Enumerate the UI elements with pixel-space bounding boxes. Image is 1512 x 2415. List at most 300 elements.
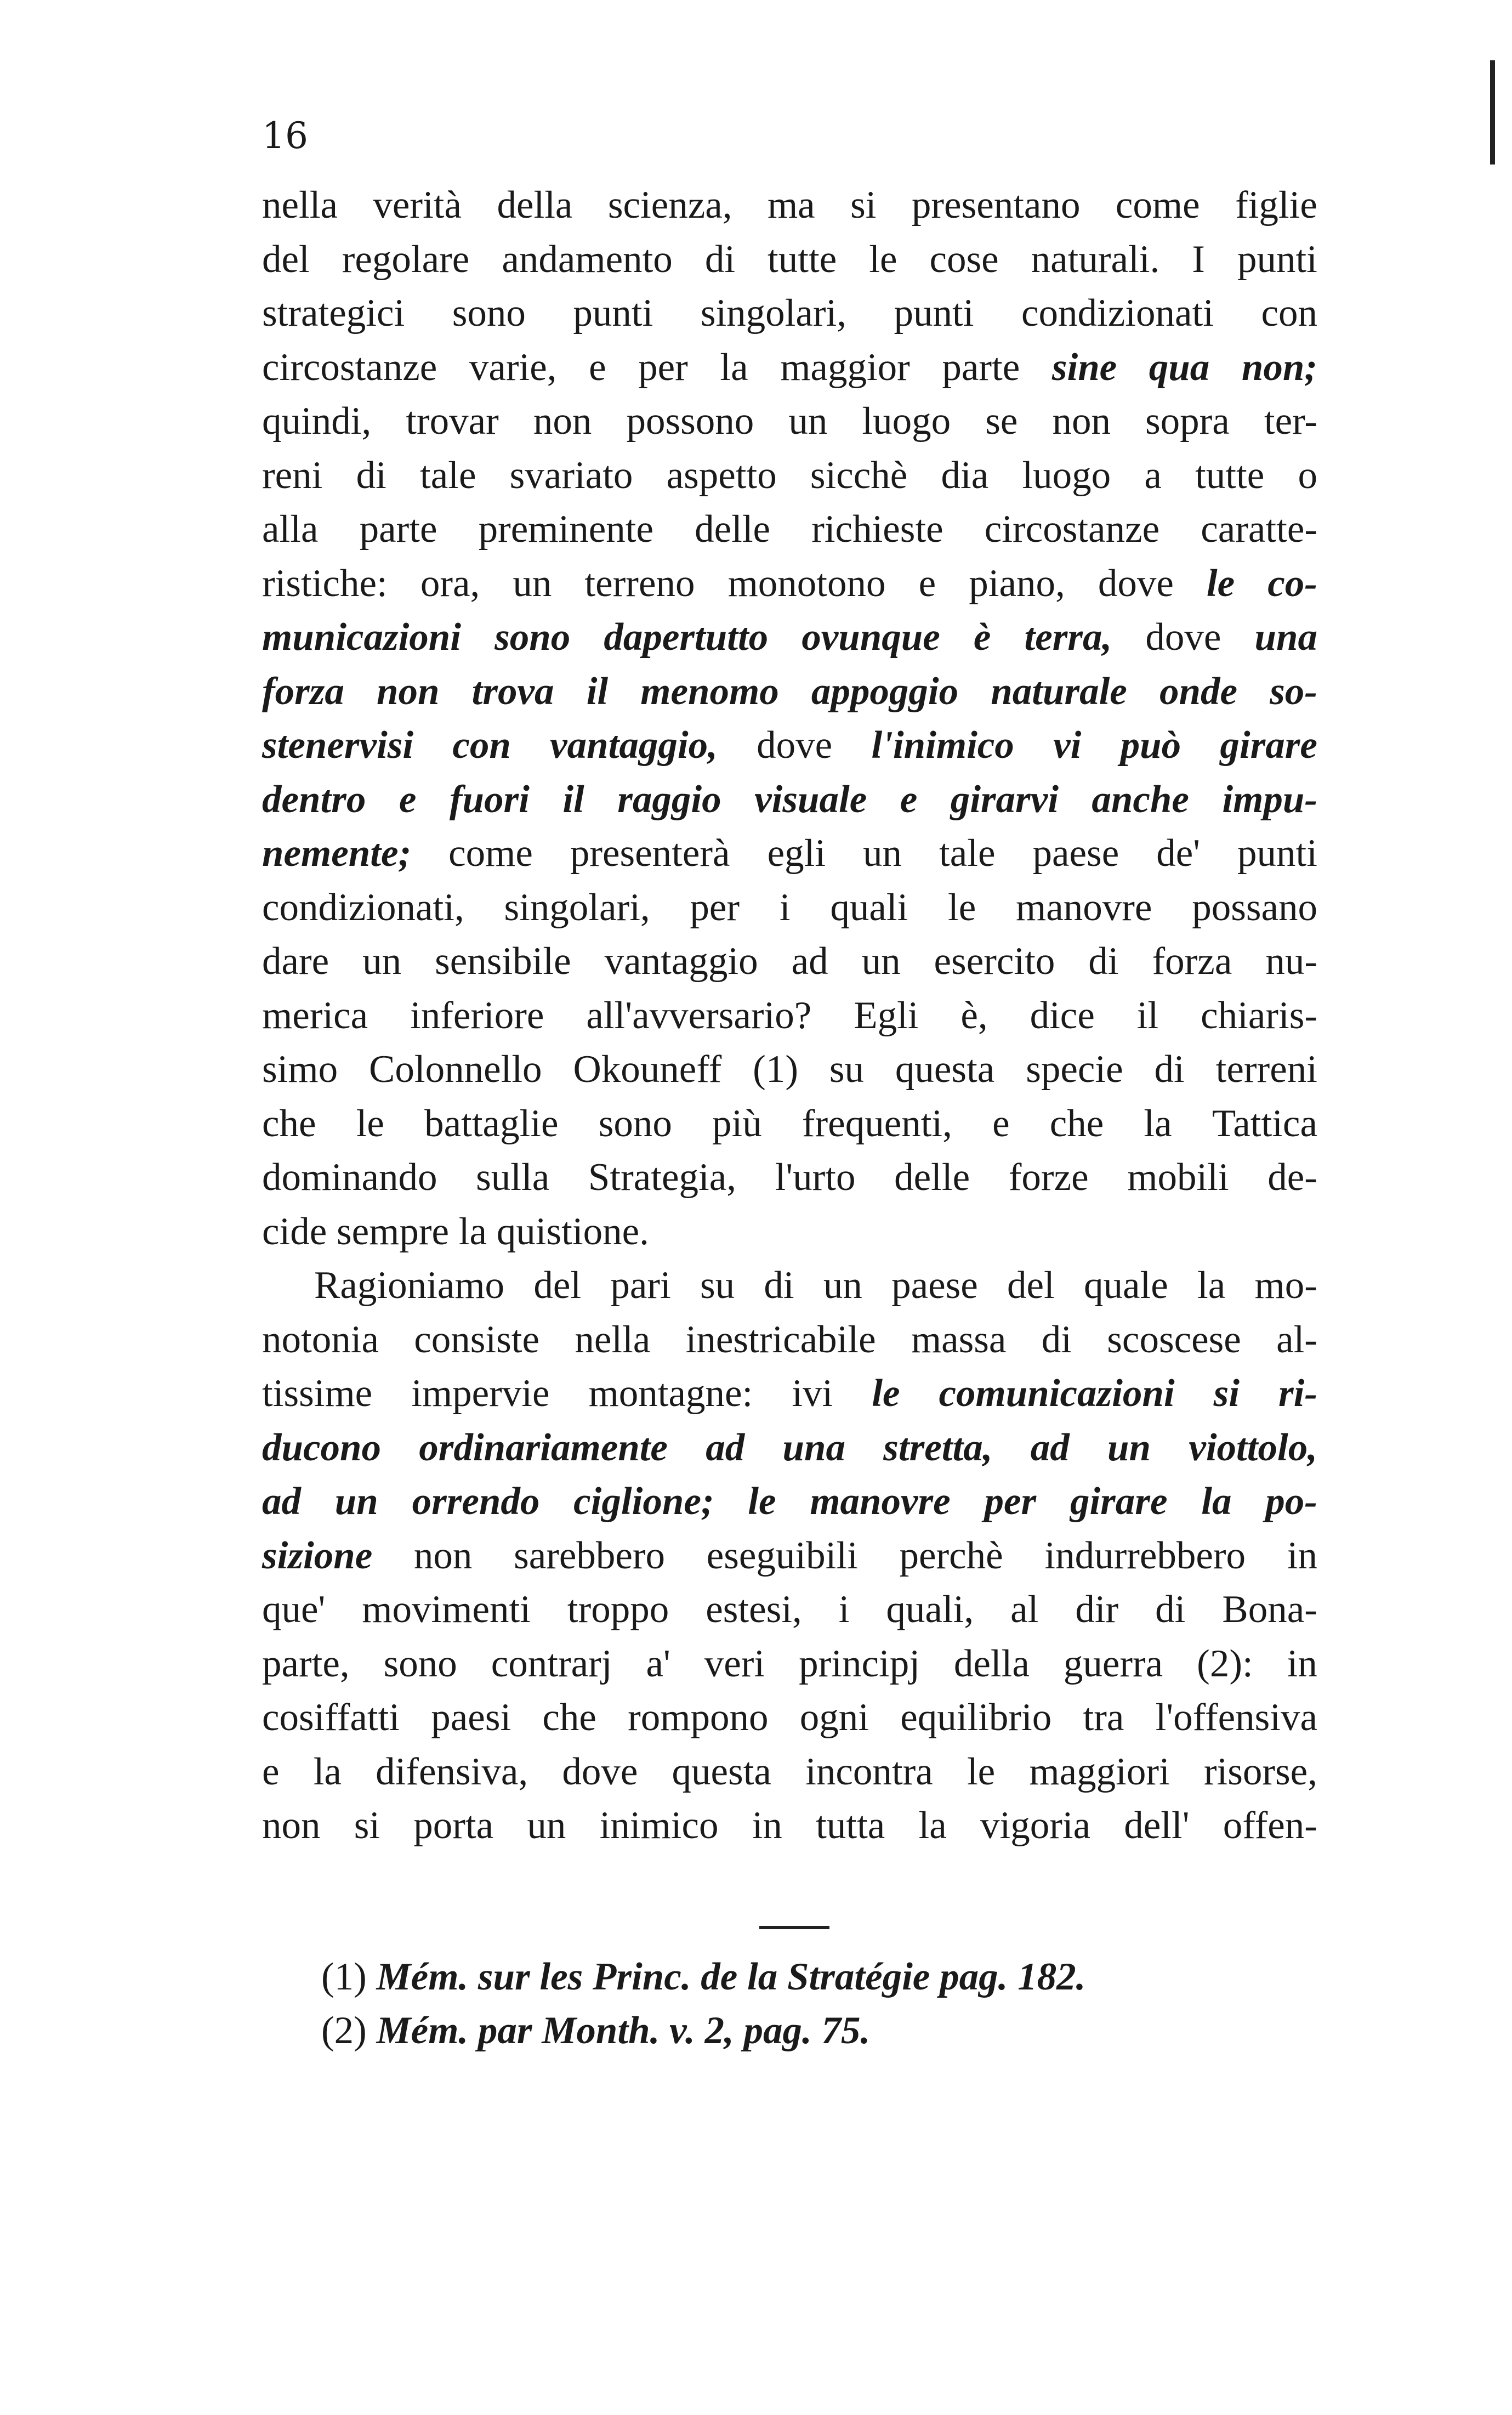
word: tale — [420, 453, 476, 497]
word: egli — [767, 832, 826, 875]
word: naturale — [991, 670, 1127, 713]
text-line — [262, 1258, 1317, 1313]
word: specie — [1026, 1048, 1123, 1091]
word: orrendo — [412, 1480, 540, 1523]
word: troppo — [567, 1588, 669, 1631]
word: (1) — [753, 1048, 798, 1091]
word: Okouneff — [573, 1048, 722, 1091]
text-line — [262, 1691, 1317, 1745]
footnote-2 — [321, 2004, 1319, 2057]
word: si — [1213, 1372, 1240, 1415]
text-line — [262, 1150, 1317, 1205]
word: e — [918, 562, 936, 605]
word: e — [262, 1750, 280, 1793]
word: una — [1254, 616, 1317, 659]
word: non — [377, 670, 440, 713]
word: al — [1010, 1588, 1039, 1631]
word: guerra — [1063, 1642, 1163, 1685]
word: ad — [1030, 1426, 1070, 1469]
word: sarebbero — [514, 1534, 666, 1577]
word: comunicazioni — [939, 1372, 1175, 1415]
word: sempre — [337, 1210, 459, 1253]
word: punti — [573, 292, 653, 335]
word: tale — [939, 832, 996, 875]
word: come — [1115, 184, 1200, 226]
word: che — [262, 1102, 316, 1145]
word: onde — [1159, 670, 1237, 713]
text-line — [262, 934, 1317, 989]
word: sine — [1051, 345, 1117, 389]
word: un — [513, 562, 552, 605]
word: di — [1041, 1318, 1072, 1361]
word: con — [1261, 292, 1317, 335]
word: punti — [1237, 237, 1317, 281]
word: e — [399, 778, 417, 821]
word: anche — [1092, 778, 1189, 821]
word: un — [527, 1804, 566, 1847]
word: consiste — [414, 1318, 540, 1361]
word: veri — [704, 1642, 765, 1685]
text-line — [262, 1313, 1317, 1367]
word: sopra — [1145, 400, 1230, 443]
word: può — [1120, 724, 1181, 767]
word: una — [782, 1426, 845, 1469]
text-line — [262, 773, 1317, 827]
word: la — [458, 1210, 497, 1253]
word: le — [748, 1480, 776, 1523]
text-line — [262, 718, 1317, 773]
word: la — [918, 1804, 947, 1847]
word: di — [704, 237, 736, 281]
word: viottolo, — [1189, 1426, 1317, 1469]
text-line — [262, 1421, 1317, 1475]
word: possano — [1192, 886, 1317, 929]
text-line — [262, 665, 1317, 719]
word: preminente — [478, 508, 653, 551]
word: terreno — [584, 562, 695, 605]
word: impervie — [411, 1372, 550, 1415]
text-line — [262, 826, 1317, 881]
word: delle — [894, 1156, 970, 1199]
word: visuale — [754, 778, 867, 821]
word: figlie — [1235, 184, 1317, 226]
word: la — [313, 1750, 342, 1793]
word: e — [589, 345, 606, 389]
word: scoscese — [1107, 1318, 1241, 1361]
word: più — [712, 1102, 762, 1145]
word: è — [973, 616, 991, 659]
word: vantaggio — [604, 940, 758, 983]
word: maggior — [780, 345, 910, 389]
word: luogo — [1022, 453, 1111, 497]
word: la — [1144, 1102, 1172, 1145]
word: le — [1206, 562, 1235, 605]
word: in — [1287, 1534, 1317, 1577]
word: merica — [262, 994, 368, 1037]
word: dare — [262, 940, 329, 983]
word: cose — [929, 237, 999, 281]
word: i — [779, 886, 791, 929]
word: ovunque — [802, 616, 940, 659]
text-line — [262, 1583, 1317, 1637]
word: se — [985, 400, 1018, 443]
word: dia — [941, 453, 989, 497]
word: verità — [373, 184, 462, 226]
word: cosiffatti — [262, 1696, 400, 1739]
word: sulla — [476, 1156, 550, 1199]
word: Strategia, — [588, 1156, 736, 1199]
word: ad — [262, 1480, 301, 1523]
word: tutte — [1195, 453, 1265, 497]
word: del — [1007, 1264, 1055, 1307]
word: girare — [1070, 1480, 1168, 1523]
word: so- — [1270, 670, 1317, 713]
text-line — [262, 233, 1317, 287]
word: de' — [1156, 832, 1201, 875]
page-edge-mark — [1490, 60, 1495, 165]
word: eseguibili — [706, 1534, 858, 1577]
word: offen- — [1223, 1804, 1317, 1847]
word: sizione — [262, 1534, 373, 1577]
word: presentano — [911, 184, 1081, 226]
word: o — [1298, 453, 1317, 497]
word: non — [262, 1804, 321, 1847]
word: Colonnello — [369, 1048, 542, 1091]
word: trovar — [406, 400, 499, 443]
word: si — [354, 1804, 380, 1847]
word: il — [562, 778, 584, 821]
word: risorse, — [1203, 1750, 1317, 1793]
word: richieste — [811, 508, 943, 551]
word: impu- — [1222, 778, 1317, 821]
text-line — [262, 1042, 1317, 1097]
word: un — [1107, 1426, 1151, 1469]
word: questa — [895, 1048, 995, 1091]
word: montagne: — [588, 1372, 753, 1415]
word: quale — [1084, 1264, 1168, 1307]
word: inimico — [599, 1804, 719, 1847]
word: qua — [1149, 345, 1210, 389]
word: paesi — [431, 1696, 511, 1739]
word: non; — [1241, 345, 1317, 389]
word: contrarj — [491, 1642, 612, 1685]
word: girarvi — [950, 778, 1059, 821]
word: un — [823, 1264, 862, 1307]
word: che — [1049, 1102, 1104, 1145]
text-line — [262, 341, 1317, 395]
word: menomo — [640, 670, 779, 713]
word: varie, — [469, 345, 557, 389]
word: della — [953, 1642, 1030, 1685]
word: ristiche: — [262, 562, 388, 605]
word: principj — [799, 1642, 920, 1685]
word: I — [1192, 237, 1205, 281]
word: dominando — [262, 1156, 437, 1199]
word: incontra — [805, 1750, 933, 1793]
word: perchè — [899, 1534, 1003, 1577]
text-line — [262, 394, 1317, 449]
word: fuori — [449, 778, 530, 821]
text-line — [262, 1637, 1317, 1691]
word: su — [700, 1264, 735, 1307]
word: singolari, — [504, 886, 650, 929]
text-line — [262, 178, 1317, 233]
word: tissime — [262, 1372, 373, 1415]
word: circostanze — [262, 345, 437, 389]
word: punti — [1237, 832, 1317, 875]
word: i — [838, 1588, 850, 1631]
word: ogni — [799, 1696, 869, 1739]
word: parte — [942, 345, 1020, 389]
word: e — [900, 778, 918, 821]
text-line — [262, 502, 1317, 557]
word: Egli — [854, 994, 919, 1037]
word: dapertutto — [604, 616, 769, 659]
word: difensiva, — [376, 1750, 528, 1793]
word: pari — [610, 1264, 671, 1307]
word: Bona- — [1222, 1588, 1317, 1631]
word: battaglie — [424, 1102, 559, 1145]
word: strategici — [262, 292, 405, 335]
word: delle — [695, 508, 771, 551]
text-line — [262, 557, 1317, 611]
word: a' — [646, 1642, 670, 1685]
word: regolare — [342, 237, 470, 281]
word: in — [1287, 1642, 1317, 1685]
word: aspetto — [666, 453, 777, 497]
word: del — [533, 1264, 582, 1307]
word: di — [1154, 1048, 1185, 1091]
word: l'inimico — [871, 724, 1014, 767]
footnote-text: Mém. sur les Princ. de la Stratégie pag. 182. — [376, 1955, 1086, 1998]
word: frequenti, — [802, 1102, 952, 1145]
word: con — [452, 724, 511, 767]
word: vigoria — [980, 1804, 1091, 1847]
word: un — [861, 940, 901, 983]
word: Tattica — [1212, 1102, 1317, 1145]
word: di — [1155, 1588, 1186, 1631]
word: vantaggio, — [550, 724, 718, 767]
word: tra — [1083, 1696, 1124, 1739]
word: dentro — [262, 778, 366, 821]
word: le — [967, 1750, 996, 1793]
word: esercito — [934, 940, 1055, 983]
word: non — [533, 400, 592, 443]
word: sono — [452, 292, 526, 335]
word: tutta — [816, 1804, 885, 1847]
word: per — [638, 345, 688, 389]
word: le — [872, 1372, 900, 1415]
word: manovre — [1016, 886, 1152, 929]
word: non — [1052, 400, 1111, 443]
word: movimenti — [362, 1588, 531, 1631]
word: po- — [1265, 1480, 1317, 1523]
word: quindi, — [262, 400, 372, 443]
word: un — [863, 832, 902, 875]
word: forze — [1008, 1156, 1089, 1199]
word: andamento — [502, 237, 673, 281]
word: è, — [960, 994, 988, 1037]
word: porta — [413, 1804, 494, 1847]
text-line — [262, 449, 1317, 503]
word: il — [586, 670, 609, 713]
word: l'offensiva — [1155, 1696, 1317, 1739]
word: paese — [1032, 832, 1119, 875]
word: dove — [1098, 562, 1174, 605]
word: reni — [262, 453, 323, 497]
footnote-1 — [321, 1950, 1319, 2004]
word: mobili — [1127, 1156, 1229, 1199]
word: come — [448, 832, 533, 875]
word: il — [1136, 994, 1159, 1037]
body-text — [262, 178, 1317, 1853]
word: sono — [598, 1102, 672, 1145]
word: quali — [830, 886, 908, 929]
word: un — [334, 1480, 378, 1523]
word: sono — [383, 1642, 457, 1685]
word: parte — [359, 508, 437, 551]
word: inferiore — [410, 994, 544, 1037]
footnote-separator-rule — [759, 1926, 829, 1929]
word: notonia — [262, 1318, 379, 1361]
word: su — [829, 1048, 865, 1091]
word: singolari, — [700, 292, 847, 335]
word: quali, — [886, 1588, 974, 1631]
word: scienza, — [607, 184, 732, 226]
word: condizionati — [1021, 292, 1214, 335]
word: le — [356, 1102, 384, 1145]
word: ri- — [1278, 1372, 1317, 1415]
word: dove — [562, 1750, 638, 1793]
word: tutte — [768, 237, 837, 281]
word: l'urto — [775, 1156, 856, 1199]
footnote-marker: (2) — [321, 2009, 377, 2052]
word: che — [542, 1696, 596, 1739]
word: ad — [706, 1426, 745, 1469]
word: svariato — [509, 453, 633, 497]
word: e — [992, 1102, 1010, 1145]
word: alla — [262, 508, 319, 551]
word: presenterà — [570, 832, 730, 875]
word: si — [850, 184, 877, 226]
word: per — [690, 886, 740, 929]
text-line — [262, 1745, 1317, 1799]
word: ma — [767, 184, 815, 226]
word: piano, — [969, 562, 1065, 605]
word: dove — [1145, 616, 1221, 659]
word: della — [497, 184, 573, 226]
text-line — [262, 1097, 1317, 1151]
word: dell' — [1124, 1804, 1190, 1847]
word: dir — [1075, 1588, 1119, 1631]
word: inestricabile — [685, 1318, 876, 1361]
word: terreni — [1215, 1048, 1317, 1091]
text-line — [262, 1205, 1317, 1259]
word: forza — [262, 670, 344, 713]
text-line — [262, 1799, 1317, 1853]
footnote-marker: (1) — [321, 1955, 377, 1998]
word: (2): — [1197, 1642, 1253, 1685]
word: caratte- — [1201, 508, 1317, 551]
page-number: 16 — [262, 115, 308, 157]
word: ivi — [792, 1372, 833, 1415]
word: luogo — [862, 400, 951, 443]
word: co- — [1267, 562, 1317, 605]
word: stretta, — [883, 1426, 993, 1469]
word: trova — [471, 670, 554, 713]
word: stenervisi — [262, 724, 414, 767]
word: la — [1201, 1480, 1232, 1523]
word: estesi, — [706, 1588, 802, 1631]
word: Ragioniamo — [314, 1264, 505, 1307]
word: nu- — [1265, 940, 1317, 983]
word: vi — [1053, 724, 1082, 767]
word: simo — [262, 1048, 338, 1091]
word: ora, — [420, 562, 480, 605]
word: monotono — [727, 562, 886, 605]
word: que' — [262, 1588, 326, 1631]
word: massa — [911, 1318, 1007, 1361]
word: naturali. — [1031, 237, 1160, 281]
word: rompono — [628, 1696, 769, 1739]
word: questa — [672, 1750, 771, 1793]
text-line — [262, 286, 1317, 341]
word: la — [1197, 1264, 1226, 1307]
word: un — [362, 940, 402, 983]
word: appoggio — [811, 670, 959, 713]
word: indurrebbero — [1044, 1534, 1246, 1577]
word: sicchè — [810, 453, 908, 497]
word: de- — [1267, 1156, 1317, 1199]
word: possono — [626, 400, 754, 443]
word: del — [262, 237, 310, 281]
word: all'avversario? — [586, 994, 812, 1037]
word: quistione. — [496, 1210, 649, 1253]
word: condizionati, — [262, 886, 464, 929]
word: le — [869, 237, 897, 281]
word: sensibile — [435, 940, 571, 983]
text-line — [262, 989, 1317, 1043]
word: al- — [1276, 1318, 1317, 1361]
word: dice — [1030, 994, 1095, 1037]
word: ordinariamente — [419, 1426, 668, 1469]
word: ter- — [1264, 400, 1317, 443]
word: per — [984, 1480, 1037, 1523]
word: a — [1144, 453, 1162, 497]
word: in — [752, 1804, 782, 1847]
word: parte, — [262, 1642, 350, 1685]
word: di — [764, 1264, 794, 1307]
footnotes — [321, 1950, 1319, 2057]
word: girare — [1220, 724, 1317, 767]
word: municazioni — [262, 616, 462, 659]
word: ducono — [262, 1426, 381, 1469]
word: sono — [494, 616, 571, 659]
word: nemente; — [262, 832, 412, 875]
word: punti — [894, 292, 974, 335]
text-line — [262, 1529, 1317, 1583]
word: nella — [262, 184, 338, 226]
word: maggiori — [1029, 1750, 1170, 1793]
word: di — [1088, 940, 1119, 983]
word: circostanze — [984, 508, 1160, 551]
word: cide — [262, 1210, 337, 1253]
word: paese — [891, 1264, 978, 1307]
word: equilibrio — [900, 1696, 1052, 1739]
word: un — [788, 400, 828, 443]
text-line — [262, 881, 1317, 935]
word: forza — [1152, 940, 1232, 983]
